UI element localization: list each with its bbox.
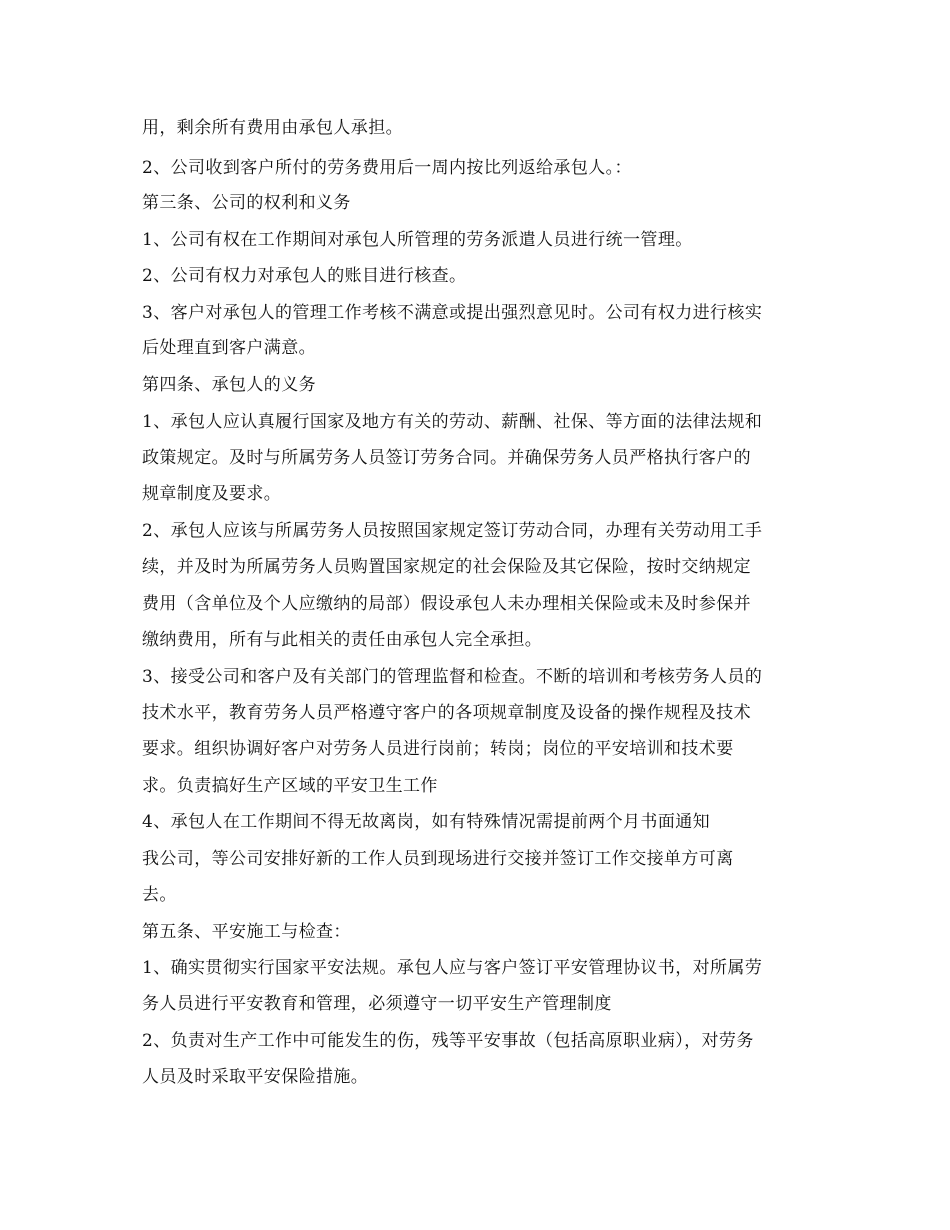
section-heading: 第四条、承包人的义务 xyxy=(142,375,316,395)
text-line: 后处理直到客户满意。 xyxy=(142,338,316,358)
text-line: 2、承包人应该与所属劳务人员按照国家规定签订劳动合同，办理有关劳动用工手 xyxy=(142,521,763,541)
text-line: 用，剩余所有费用由承包人承担。 xyxy=(142,118,403,138)
text-line: 要求。组织协调好客户对劳务人员进行岗前；转岗；岗位的平安培训和技术要 xyxy=(142,739,734,759)
text-line: 求。负责搞好生产区域的平安卫生工作 xyxy=(142,776,438,796)
text-line: 1、承包人应认真履行国家及地方有关的劳动、薪酬、社保、等方面的法律法规和 xyxy=(142,412,763,432)
text-line: 续，并及时为所属劳务人员购置国家规定的社会保险及其它保险，按时交纳规定 xyxy=(142,557,751,577)
text-line: 政策规定。及时与所属劳务人员签订劳务合同。并确保劳务人员严格执行客户的 xyxy=(142,448,751,468)
section-heading: 第五条、平安施工与检查： xyxy=(142,922,351,942)
section-heading: 第三条、公司的权利和义务 xyxy=(142,193,351,213)
text-line: 规章制度及要求。 xyxy=(142,484,282,504)
text-line: 技术水平，教育劳务人员严格遵守客户的各项规章制度及设备的操作规程及技术 xyxy=(142,703,751,723)
text-line: 3、接受公司和客户及有关部门的管理监督和检查。不断的培训和考核劳务人员的 xyxy=(142,667,763,687)
text-line: 我公司，等公司安排好新的工作人员到现场进行交接并签订工作交接单方可离 xyxy=(142,849,734,869)
text-line: 2、公司有权力对承包人的账目进行核查。 xyxy=(142,266,467,286)
text-line: 费用（含单位及个人应缴纳的局部）假设承包人未办理相关保险或未及时参保并 xyxy=(142,594,751,614)
text-line: 4、承包人在工作期间不得无故离岗，如有特殊情况需提前两个月书面通知 xyxy=(142,812,711,832)
text-line: 1、确实贯彻实行国家平安法规。承包人应与客户签订平安管理协议书，对所属劳 xyxy=(142,958,763,978)
text-line: 2、负责对生产工作中可能发生的伤，残等平安事故（包括高原职业病），对劳务 xyxy=(142,1031,754,1051)
text-line: 2、公司收到客户所付的劳务费用后一周内按比列返给承包人。： xyxy=(142,158,632,178)
text-line: 1、公司有权在工作期间对承包人所管理的劳务派遣人员进行统一管理。 xyxy=(142,230,693,250)
text-line: 人员及时采取平安保险措施。 xyxy=(142,1067,369,1087)
text-line: 去。 xyxy=(142,885,177,905)
text-line: 务人员进行平安教育和管理，必须遵守一切平安生产管理制度 xyxy=(142,994,612,1014)
text-line: 3、客户对承包人的管理工作考核不满意或提出强烈意见时。公司有权力进行核实 xyxy=(142,303,763,323)
text-line: 缴纳费用，所有与此相关的责任由承包人完全承担。 xyxy=(142,630,543,650)
